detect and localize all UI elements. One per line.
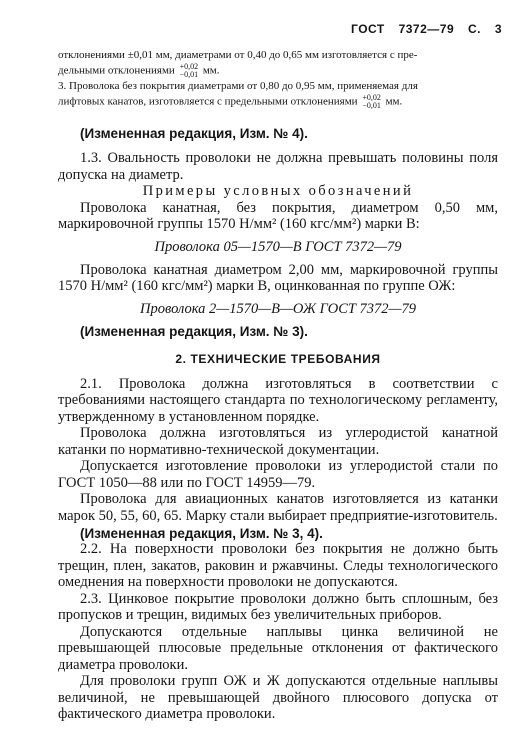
paragraph-2-2: 2.2. На поверхности проволоки без покрытия не должно быть трещин, плен, закатов, раковин и ржавчины. Следы технологического омеднения на поверхности проволоки не допускаются. bbox=[58, 541, 498, 590]
paragraph-2-3: 2.3. Цинковое покрытие проволоки должно быть сплошным, без пропусков и трещин, видимых без увеличительных приборов. bbox=[58, 590, 498, 623]
standard-number: 7372—79 bbox=[398, 22, 455, 36]
example-2-text: Проволока канатная диаметром 2,00 мм, маркировочной группы 1570 Н/мм² (160 кгс/мм²) марки В, оцинкованная по группе ОЖ: bbox=[58, 261, 498, 294]
example-1-code: Проволока 05—1570—В ГОСТ 7372—79 bbox=[154, 238, 402, 255]
example-1-text: Проволока канатная, без покрытия, диаметром 0,50 мм, маркировочной группы 1570 Н/мм² (160 кгс/мм²) марки В: bbox=[58, 199, 498, 232]
tolerance-fraction-1: +0,02 −0,01 bbox=[179, 62, 199, 79]
tolerance-fraction-2: +0,02 −0,01 bbox=[362, 93, 381, 110]
edit-note-3: (Измененная редакция, Изм. № 3, 4). bbox=[80, 526, 323, 541]
page-header bbox=[341, 22, 502, 36]
standard-label: ГОСТ bbox=[351, 22, 385, 36]
page-content bbox=[58, 48, 498, 723]
section-2-title: 2. ТЕХНИЧЕСКИЕ ТРЕБОВАНИЯ bbox=[175, 351, 381, 366]
paragraph-2-1: 2.1. Проволока должна изготовляться в соответствии с требованиями настоящего стандарта по технологическому регламенту, утвержденному в установленном порядке. bbox=[58, 375, 498, 425]
continuation-line-3: 3. Проволока без покрытия диаметрами от 0,80 до 0,95 мм, применяемая для bbox=[58, 80, 418, 92]
continuation-line-1: отклонениями ±0,01 мм, диаметрами от 0,40 до 0,65 мм изготовляется с пре- bbox=[58, 49, 418, 61]
paragraph-2-1-b: Проволока должна изготовляться из углеродистой канатной катанки по нормативно-технической документации. bbox=[58, 425, 498, 458]
paragraph-2-1-c: Допускается изготовление проволоки из углеродистой стали по ГОСТ 1050—88 или по ГОСТ 14959—79. bbox=[58, 458, 498, 491]
edit-note-2: (Измененная редакция, Изм. № 3). bbox=[80, 323, 308, 339]
continuation-block bbox=[58, 48, 498, 110]
paragraph-2-1-d: Проволока для авиационных канатов изготовляется из катанки марок 50, 55, 60, 65. Марку стали выбирает предприятие-изготовитель. bbox=[58, 491, 498, 524]
paragraph-1-3: 1.3. Овальность проволоки не должна превышать половины поля допуска на диаметр. bbox=[58, 150, 498, 183]
examples-heading: Примеры условных обозначений bbox=[142, 183, 414, 199]
page-label: С. bbox=[467, 22, 481, 36]
paragraph-2-3-b: Допускаются отдельные наплывы цинка величиной не превышающей плюсовые предельные отклонения от фактического диаметра проволоки. bbox=[58, 623, 498, 673]
paragraph-2-3-c: Для проволоки групп ОЖ и Ж допускаются отдельные наплывы величиной, не превышающей двойного плюсового допуска от фактического диаметра проволоки. bbox=[58, 673, 498, 722]
page-number: 3 bbox=[494, 22, 502, 36]
edit-note-1: (Измененная редакция, Изм. № 4). bbox=[80, 126, 308, 141]
continuation-line-4: лифтовых канатов, изготовляется с предельными отклонениями +0,02 −0,01 мм. bbox=[58, 93, 403, 110]
example-2-code: Проволока 2—1570—В—ОЖ ГОСТ 7372—79 bbox=[140, 300, 416, 317]
continuation-line-2: дельными отклонениями +0,02 −0,01 мм. bbox=[58, 62, 220, 79]
